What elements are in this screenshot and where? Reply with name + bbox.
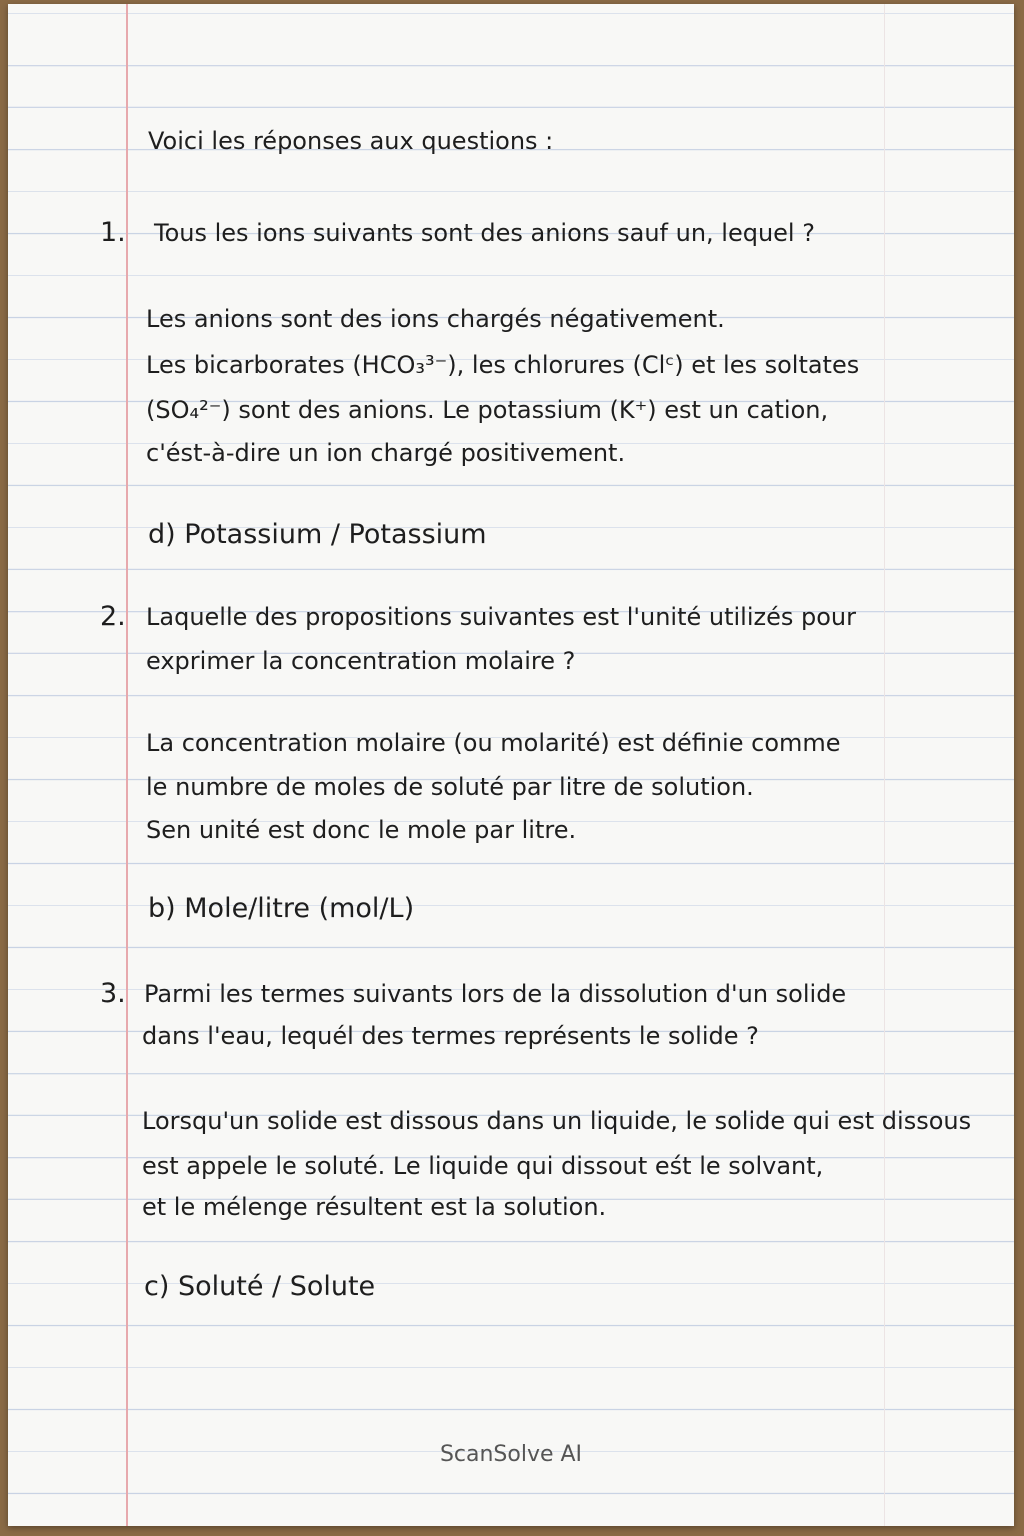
intro-text: Voici les réponses aux questions : <box>148 127 554 155</box>
answer-text: c) Soluté / Solute <box>144 1271 376 1302</box>
question-text: Parmi les termes suivants lors de la dissolution d'un solide <box>144 980 847 1008</box>
explanation-line: La concentration molaire (ou molarité) est définie comme <box>146 729 841 757</box>
explanation-line: (SO₄²⁻) sont des anions. Le potassium (K⁺) est un cation, <box>146 396 829 424</box>
answer-text: d) Potassium / Potassium <box>148 519 487 550</box>
question-text: Laquelle des propositions suivantes est l'unité utilizés pour <box>146 603 857 631</box>
explanation-line: Sen unité est donc le mole par litre. <box>146 816 577 844</box>
right-guide-line <box>884 4 885 1526</box>
question-text: dans l'eau, lequél des termes représents le solide ? <box>142 1022 759 1050</box>
explanation-line: est appele le soluté. Le liquide qui dissout eśt le solvant, <box>142 1152 824 1180</box>
question-text: exprimer la concentration molaire ? <box>146 647 576 675</box>
question-number: 1. <box>100 217 126 248</box>
explanation-line: et le mélenge résultent est la solution. <box>142 1193 607 1221</box>
notebook-page <box>8 4 1014 1526</box>
explanation-line: Les bicarborates (HCO₃³⁻), les chlorures (Clᶜ) et les soltates <box>146 351 860 379</box>
margin-line <box>126 4 128 1526</box>
footer-watermark: ScanSolve AI <box>439 1442 583 1467</box>
question-number: 3. <box>100 978 126 1009</box>
explanation-line: le numbre de moles de soluté par litre de solution. <box>146 773 754 801</box>
answer-text: b) Mole/litre (mol/L) <box>148 893 415 924</box>
explanation-line: Lorsqu'un solide est dissous dans un liquide, le solide qui est dissous <box>142 1107 972 1135</box>
explanation-line: Les anions sont des ions chargés négativement. <box>146 305 725 333</box>
explanation-line: c'ést-à-dire un ion chargé positivement. <box>146 439 626 467</box>
question-text: Tous les ions suivants sont des anions sauf un, lequel ? <box>154 219 815 247</box>
question-number: 2. <box>100 601 126 632</box>
